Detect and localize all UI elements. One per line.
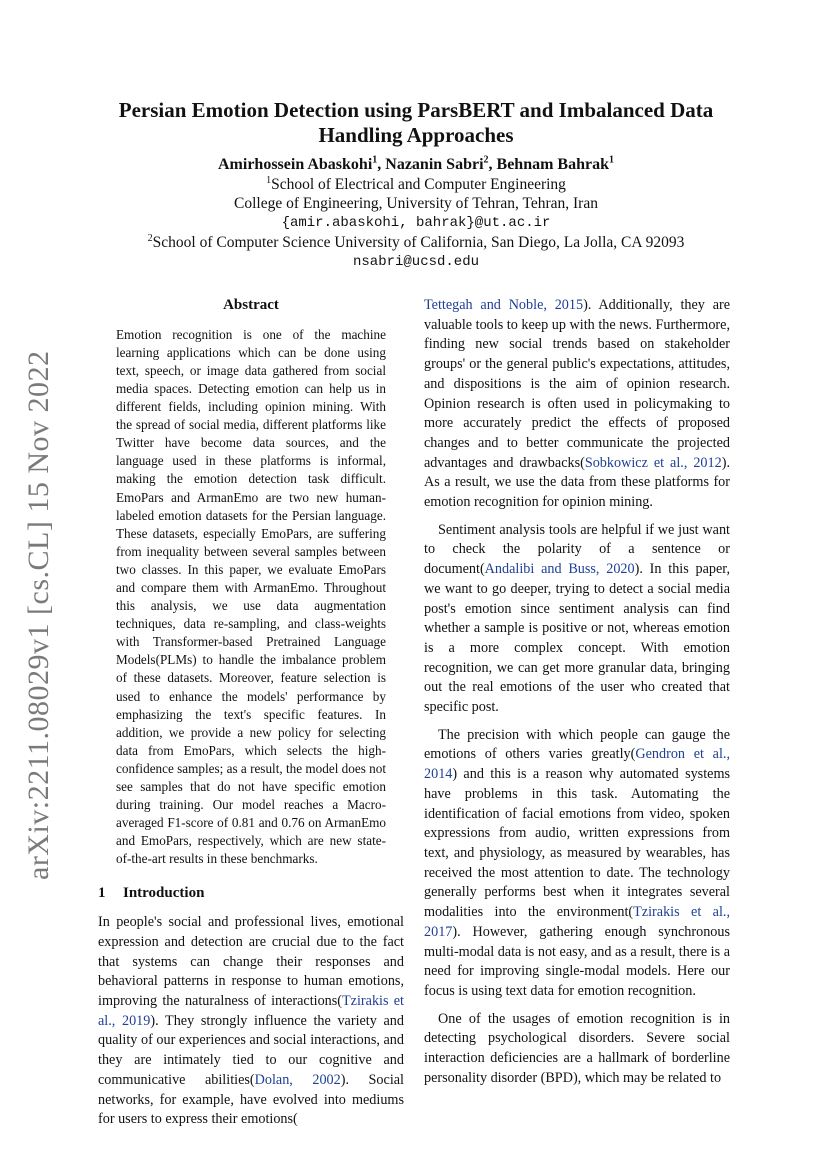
arxiv-sidebar — [14, 350, 74, 880]
intro-paragraph-1 — [98, 913, 404, 1130]
citation-link[interactable]: Tzirakis et al., 2019 — [98, 993, 404, 1029]
abstract-text: Emotion recognition is one of the machine learning applications which can be done using text, speech, or image data gathered from social media spaces. Detecting emotion can help us in different fields, including opinion mining. With the spread of social media, different platforms like Twitter have become data sources, and the language used in these platforms is informal, making the emotion detection task difficult. EmoPars and ArmanEmo are two new human-labeled emotion datasets for the Persian language. These datasets, especially EmoPars, are suffering from inequality between several samples between two classes. In this paper, we evaluate EmoPars and compare them with ArmanEmo. Throughout this analysis, we use data augmentation techniques, data re-sampling, and class-weights with Transformer-based Pretrained Language Models(PLMs) to handle the imbalance problem of these datasets. Moreover, feature selection is used to enhance the models' performance by emphasizing the text's specific features. In addition, we provide a new policy for selecting data from EmoPars, which selects the high-confidence samples; as a result, the model does not see samples that do not have specific emotion during training. Our model reaches a Macro-averaged F1-score of 0.81 and 0.76 on ArmanEmo and EmoPars, respectively, which are new state-of-the-art results in these benchmarks. — [116, 326, 386, 867]
section-title: Introduction — [123, 884, 205, 901]
intro-paragraph-3 — [424, 726, 730, 1002]
author-3: Behnam Bahrak — [496, 156, 609, 173]
affiliation-1 — [96, 175, 736, 195]
text-span: The precision with which people can gauge the emotions of others varies greatly( — [424, 726, 730, 763]
intro-paragraph-4: One of the usages of emotion recognition is in detecting psychological disorders. Severe social interaction deficiencies are a hallmark of borderline personality disorder (BPD), which may be related to — [424, 1010, 730, 1086]
intro-paragraph-1-cont — [424, 296, 730, 513]
introduction-heading — [98, 884, 404, 904]
right-column — [424, 296, 730, 1088]
email-1[interactable]: {amir.abaskohi, bahrak}@ut.ac.ir — [281, 214, 551, 231]
section-number: 1 — [98, 884, 106, 901]
text-span: ). They strongly influence the variety and quality of our experiences and social interactions, and they are intimately tied to our cognitive and communicative abilities( — [98, 1012, 404, 1088]
left-column — [98, 296, 404, 1130]
affiliation-1-line2: College of Engineering, University of Tehran, Tehran, Iran — [234, 195, 598, 212]
affiliation-1-mark: 1 — [266, 174, 272, 186]
author-1-affil: 1 — [372, 154, 378, 166]
citation-link[interactable]: Andalibi and Buss, 2020 — [484, 561, 635, 578]
text-span: ). As a result, we use the data from these platforms for emotion recognition for opinion mining. — [424, 454, 730, 511]
text-span: ) and this is a reason why automated systems have problems in this task. Automating the identification of facial emotions from video, spoken expressions from audio, written expressions from text, and physiology, as measured by wearables, has received the most attention to date. The technology generally performs best when it integrates several modalities into the environment( — [424, 766, 730, 921]
email-2[interactable]: nsabri@ucsd.edu — [352, 253, 480, 270]
author-1: Amirhossein Abaskohi — [218, 156, 373, 173]
paper-title: Persian Emotion Detection using ParsBERT and Imbalanced Data Handling Approaches — [118, 98, 714, 147]
arxiv-identifier[interactable]: arXiv:2211.08029v1 [cs.CL] 15 Nov 2022 — [22, 350, 55, 880]
text-span: Sentiment analysis tools are helpful if we just want to check the polarity of a sentence or document( — [424, 521, 730, 578]
citation-link[interactable]: Tettegah and Noble, 2015 — [424, 297, 584, 313]
author-2: Nazanin Sabri — [385, 156, 484, 173]
author-names: Amirhossein Abaskohi$^1$, Nazanin Sabri$^2$, Behnam Bahrak$^1$ — [218, 154, 614, 173]
affiliation-2-mark: 2 — [147, 232, 153, 244]
text-span: ). However, gathering enough synchronous multi-modal data is not easy, and as a result, there is a need for improving single-modal models. Here our focus is using text data for emotion recognition. — [424, 923, 730, 999]
author-block — [96, 155, 736, 272]
text-span: ). Additionally, they are valuable tools to keep up with the news. Furthermore, finding new social trends based on stakeholder groups' or the general public's expectations, attitudes, and dispositions is the aim of opinion research. Opinion research is often used in policymaking to more accurately predict the effects of proposed changes and to better communicate the projected advantages and drawbacks( — [424, 297, 731, 471]
author-3-affil: 1 — [608, 154, 614, 166]
citation-link[interactable]: Sobkowicz et al., 2012 — [584, 454, 722, 471]
affiliation-2 — [96, 233, 736, 253]
citation-link[interactable]: Dolan, 2002 — [254, 1071, 341, 1088]
affiliation-1-text: School of Electrical and Computer Engineering — [271, 175, 566, 193]
text-span: ). In this paper, we want to go deeper, trying to detect a social media post's emotion since sentiment analysis can find whether a sample is positive or not, whereas emotion is a more complex concept. With emotion recognition, we can get more granular data, bringing out the real emotions of the user who created that specific post. — [424, 561, 730, 716]
citation-link[interactable]: Tzirakis et al., 2017 — [424, 904, 730, 940]
text-span: In people's social and professional lives, emotional expression and detection are crucial due to the fact that systems can change their responses and behavioral patterns in response to human emotions, improving the naturalness of interactions( — [98, 914, 404, 1010]
citation-link[interactable]: Gendron et al., 2014 — [424, 746, 731, 783]
abstract-heading: Abstract — [223, 297, 279, 313]
author-2-affil: 2 — [483, 154, 489, 166]
intro-paragraph-2 — [424, 521, 730, 718]
text-span: ). Social networks, for example, have evolved into mediums for users to express their emotions( — [98, 1071, 404, 1128]
affiliation-2-text: School of Computer Science University of California, San Diego, La Jolla, CA 92093 — [152, 234, 685, 251]
